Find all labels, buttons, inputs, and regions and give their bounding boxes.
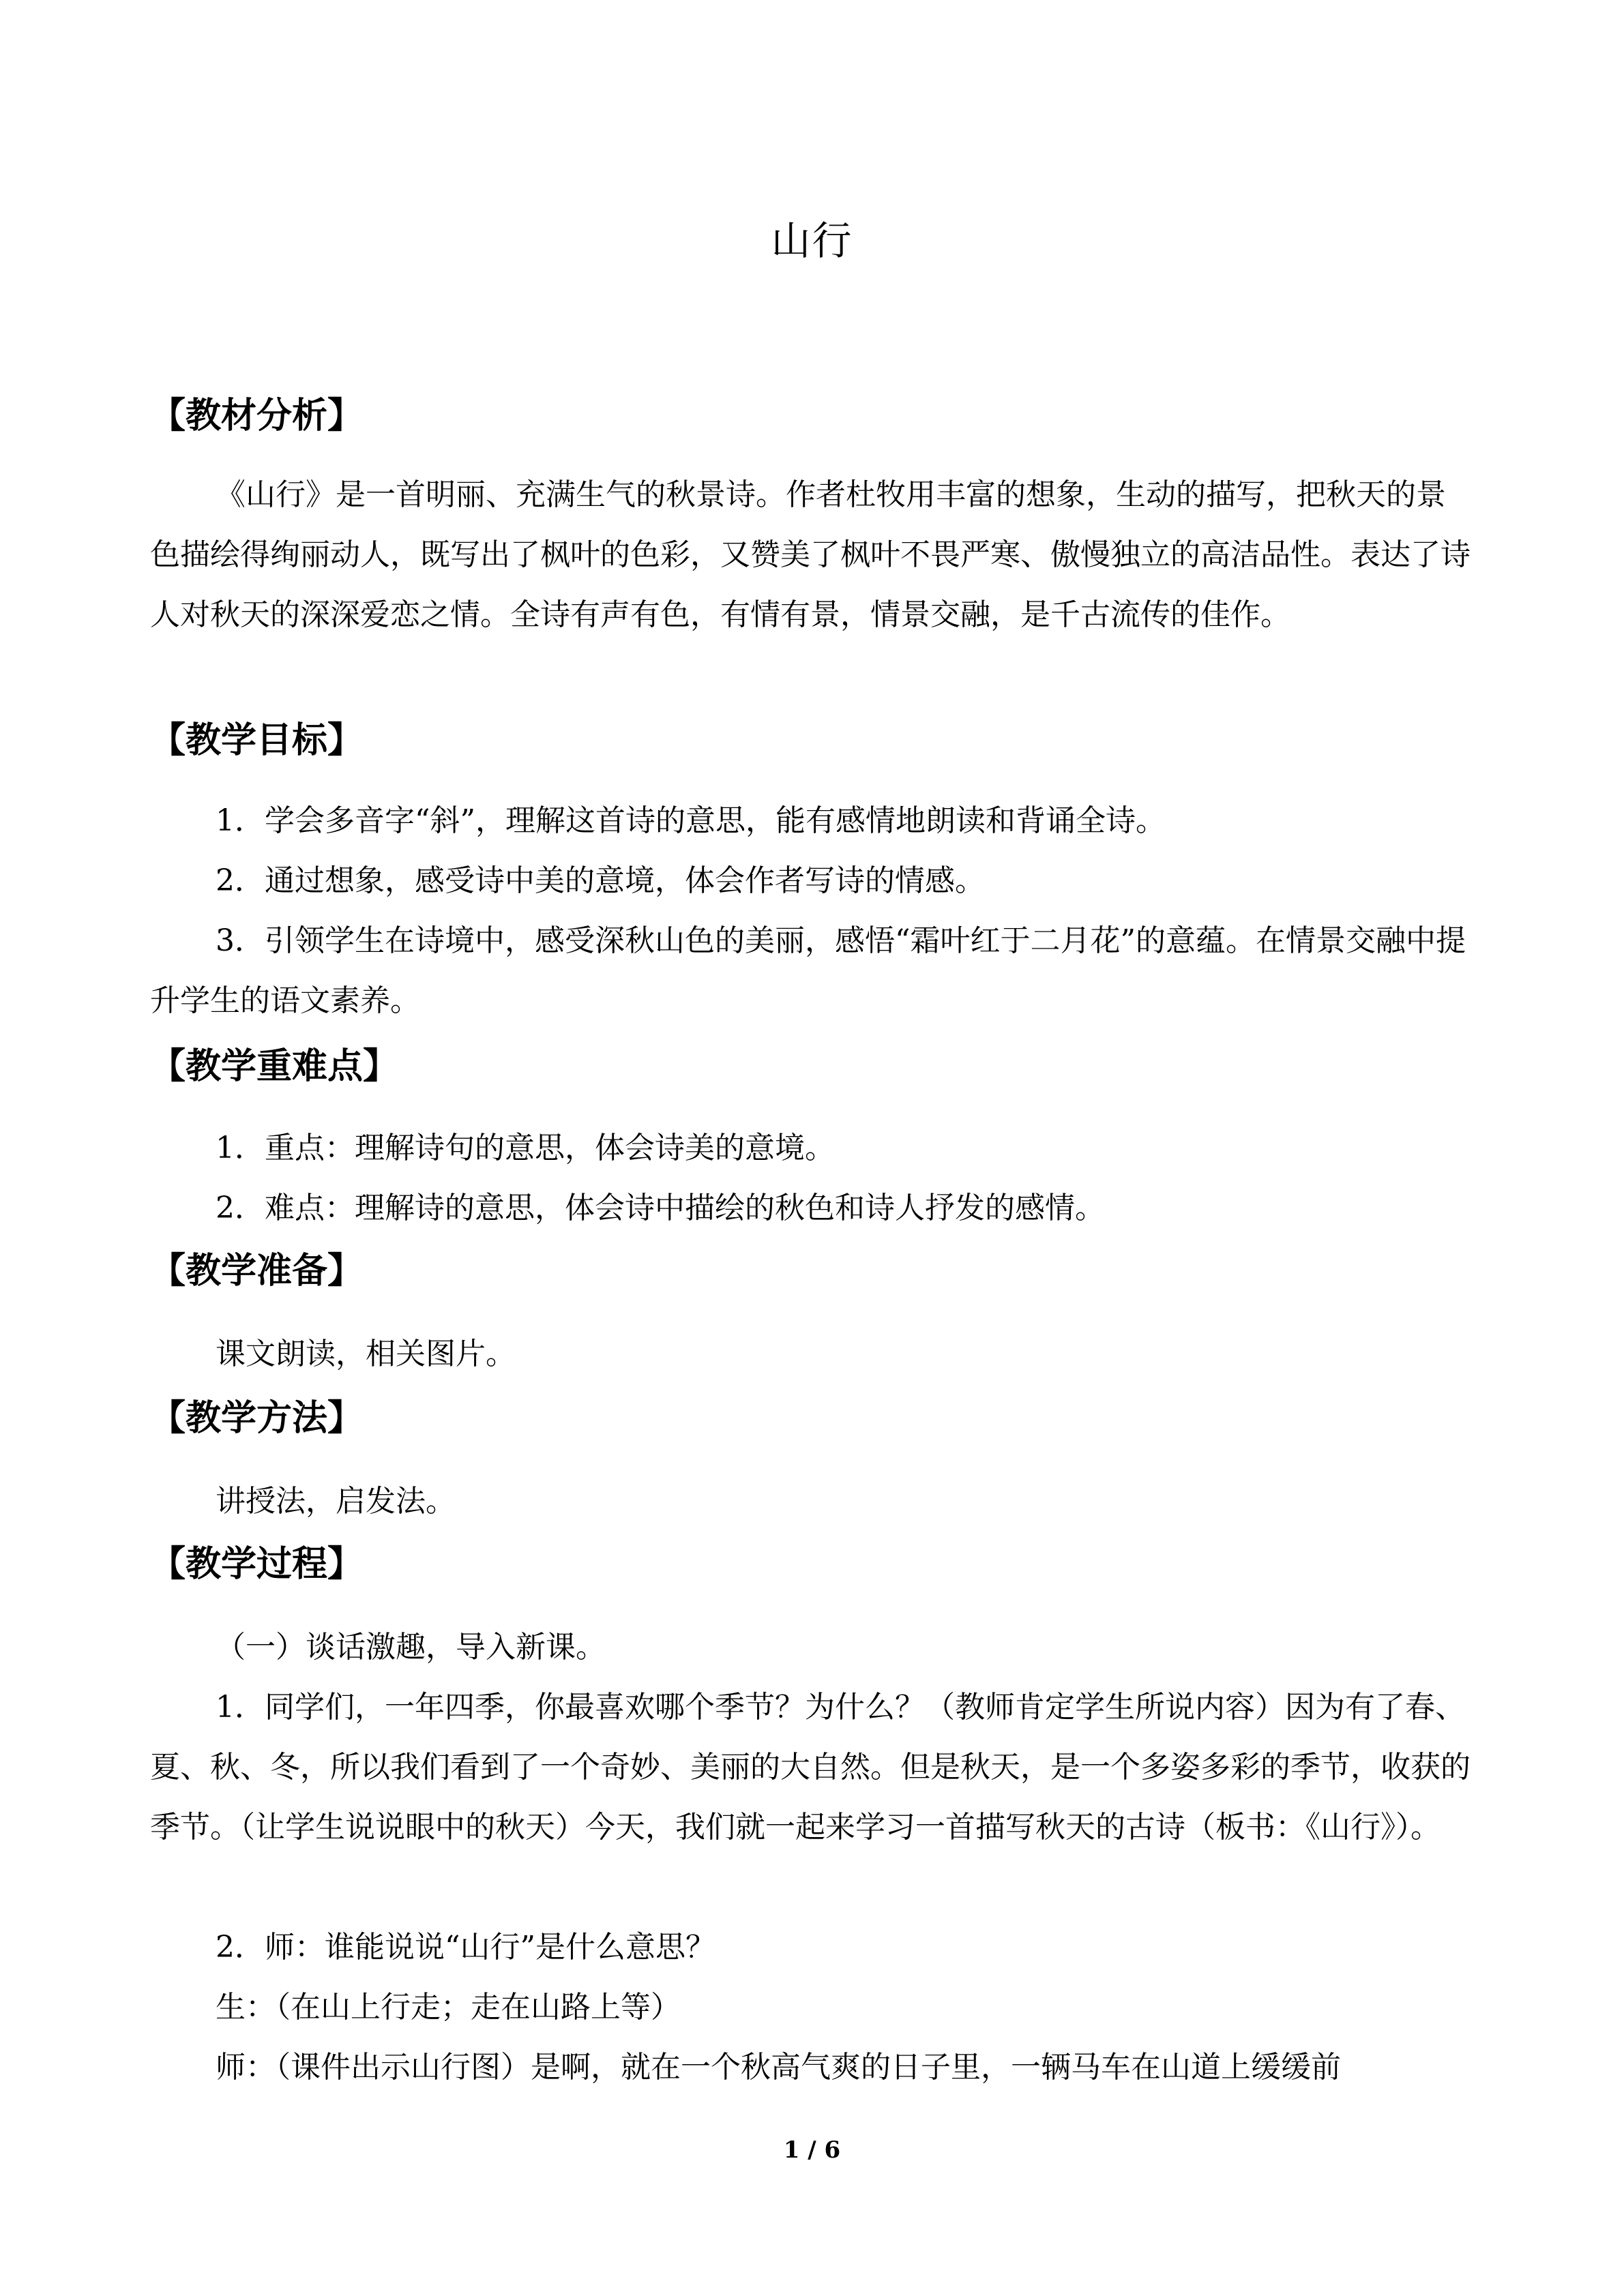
key-point-item-1: 1．重点：理解诗句的意思，体会诗美的意境。 [216,1131,835,1165]
goal-item-3: 3．引领学生在诗境中，感受深秋山色的美丽，感悟“霜叶红于二月花”的意蕴。在情景交融中提升学生的语文素养。 [150,923,1466,1018]
process-item-1: 1．同学们，一年四季，你最喜欢哪个季节？为什么？（教师肯定学生所说内容）因为有了春、夏、秋、冬，所以我们看到了一个奇妙、美丽的大自然。但是秋天，是一个多姿多彩的季节，收获的季节。（让学生说说眼中的秋天）今天，我们就一起来学习一首描写秋天的古诗（板书：《山行》）。 [150,1690,1471,1845]
heading-preparation: 【教学准备】 [150,1251,364,1292]
key-point-item-2: 2．难点：理解诗的意思，体会诗中描绘的秋色和诗人抒发的感情。 [216,1191,1105,1225]
process-item-2: 2．师：谁能说说“山行”是什么意思？ [216,1930,715,1965]
heading-methods: 【教学方法】 [150,1398,364,1439]
preparation-text: 课文朗读，相关图片。 [216,1337,516,1371]
heading-key-points: 【教学重难点】 [150,1046,399,1087]
methods-text: 讲授法，启发法。 [216,1484,456,1519]
page-title: 山行 [771,218,853,264]
goal-item-2: 2．通过想象，感受诗中美的意境，体会作者写诗的情感。 [216,863,985,898]
student-answer: 生：（在山上行走；走在山路上等） [216,1990,681,2025]
heading-analysis: 【教材分析】 [150,396,364,436]
heading-process: 【教学过程】 [150,1544,364,1585]
page-number: 1 / 6 [783,2136,841,2164]
heading-goals: 【教学目标】 [150,720,364,761]
process-step-intro: （一）谈话激趣，导入新课。 [216,1630,606,1665]
goal-item-1: 1．学会多音字“斜”，理解这首诗的意思，能有感情地朗读和背诵全诗。 [216,803,1166,838]
teacher-remark: 师：（课件出示山行图）是啊，就在一个秋高气爽的日子里，一辆马车在山道上缓缓前 [216,2050,1341,2085]
analysis-paragraph: 《山行》是一首明丽、充满生气的秋景诗。作者杜牧用丰富的想象，生动的描写，把秋天的景色描绘得绚丽动人，既写出了枫叶的色彩，又赞美了枫叶不畏严寒、傲慢独立的高洁品性。表达了诗人对秋天的深深爱恋之情。全诗有声有色，有情有景，情景交融，是千古流传的佳作。 [150,477,1471,632]
